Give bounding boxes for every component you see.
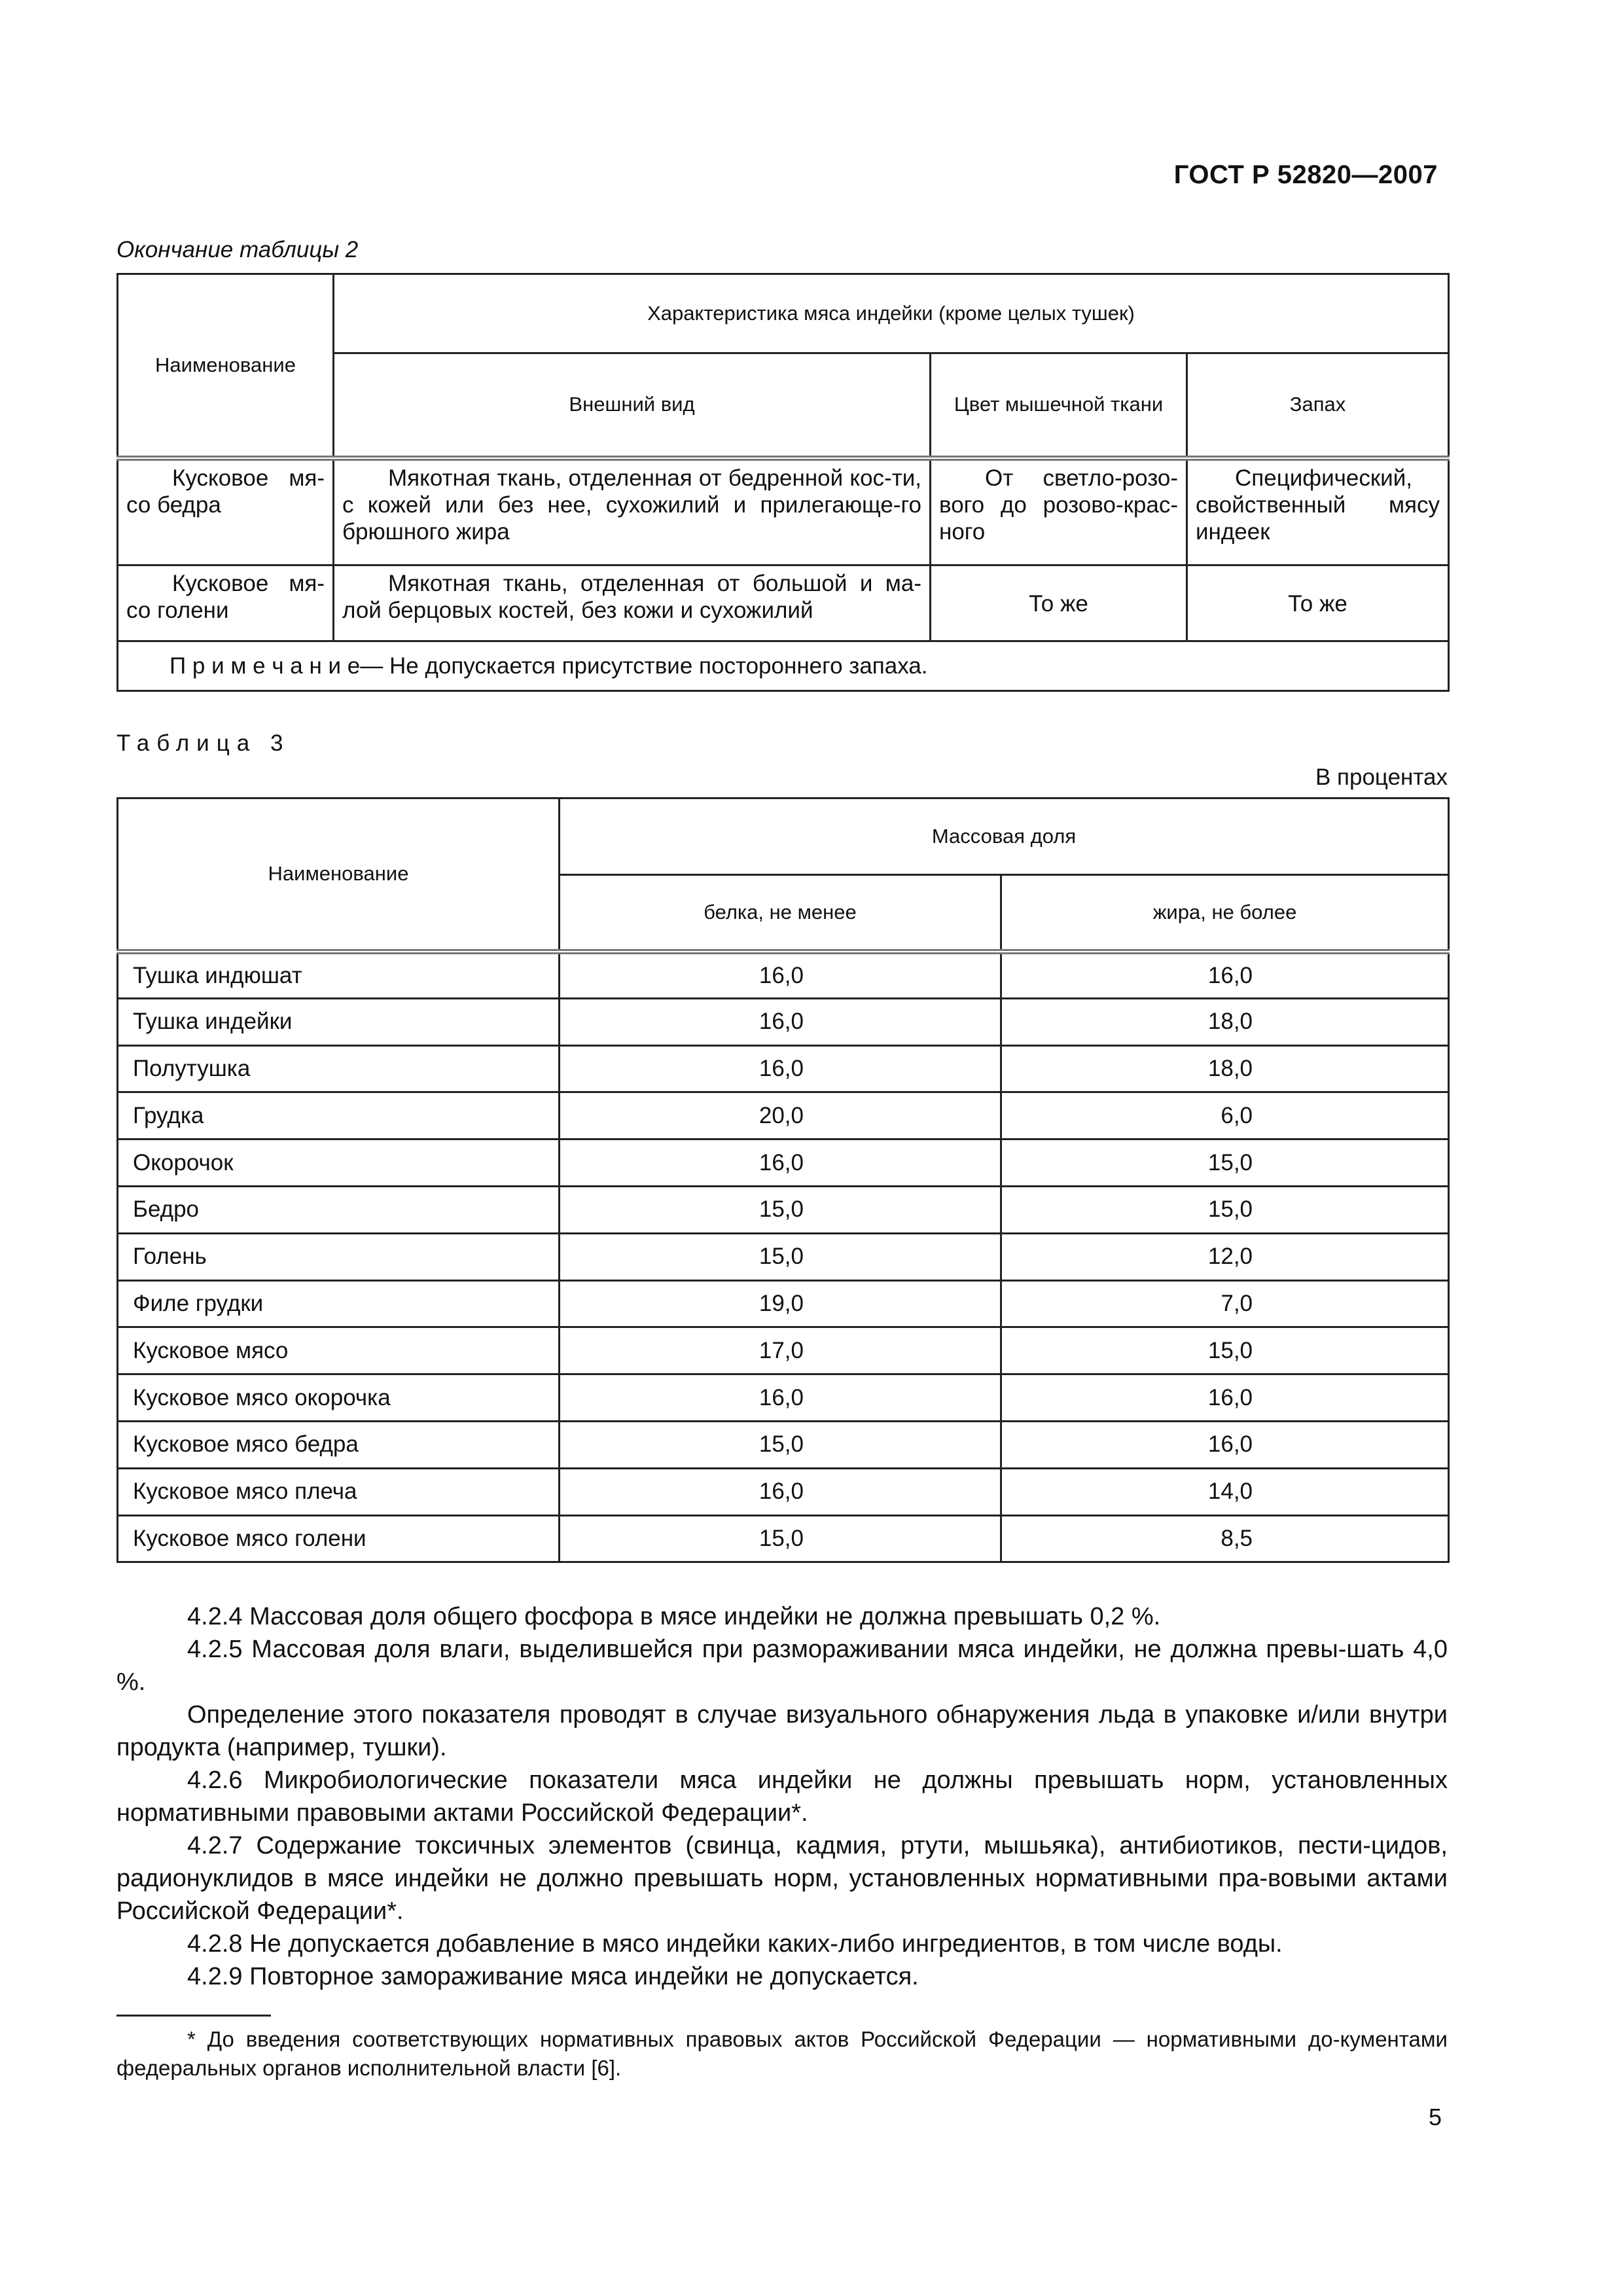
table2-header-group: Характеристика мяса индейки (кроме целых тушек) bbox=[334, 274, 1449, 353]
table3-caption: Таблица 3 bbox=[116, 730, 291, 756]
table3-header-group: Массовая доля bbox=[560, 798, 1449, 875]
table2-row bbox=[118, 565, 1449, 641]
table-row bbox=[118, 1468, 1449, 1515]
row-protein: 16,0 bbox=[560, 1045, 1001, 1092]
row-name: Окорочок bbox=[118, 1139, 560, 1187]
table-row bbox=[118, 952, 1449, 999]
row-fat: 16,0 bbox=[1001, 1374, 1449, 1422]
table-row bbox=[118, 998, 1449, 1045]
table-row bbox=[118, 1374, 1449, 1422]
footnote-separator bbox=[116, 2015, 271, 2017]
row-protein: 15,0 bbox=[560, 1421, 1001, 1468]
paragraph-4-2-4: 4.2.4 Массовая доля общего фосфора в мясе индейки не должна превышать 0,2 %. bbox=[187, 1603, 1161, 1630]
row-fat: 8,5 bbox=[1001, 1515, 1449, 1562]
body-text bbox=[116, 1600, 1448, 1993]
paragraph-4-2-6: 4.2.6 Микробиологические показатели мяса индейки не должны превышать норм, установленных нормативными правовыми актами Российской Федерации*. bbox=[116, 1767, 1448, 1827]
table3-header-protein: белка, не менее bbox=[560, 875, 1001, 952]
row-protein: 16,0 bbox=[560, 952, 1001, 999]
row-protein: 15,0 bbox=[560, 1233, 1001, 1280]
table-3 bbox=[116, 797, 1450, 1563]
row-name: Голень bbox=[118, 1233, 560, 1280]
row-fat: 16,0 bbox=[1001, 1421, 1449, 1468]
row-fat: 18,0 bbox=[1001, 998, 1449, 1045]
row-fat: 15,0 bbox=[1001, 1327, 1449, 1374]
row-name: Тушка индейки bbox=[118, 998, 560, 1045]
table3-unit: В процентах bbox=[1315, 764, 1448, 790]
row-fat: 18,0 bbox=[1001, 1045, 1449, 1092]
table3-header-name: Наименование bbox=[118, 798, 560, 952]
row-name: Кусковое мясо голени bbox=[118, 1515, 560, 1562]
table2-cell-name: Кусковое мя-со бедра bbox=[118, 458, 334, 565]
table2-cell-smell: Специфический, свойственный мясу индеек bbox=[1187, 458, 1449, 565]
table2-cell-name: Кусковое мя-со голени bbox=[118, 565, 334, 641]
table2-header-appearance: Внешний вид bbox=[334, 353, 931, 458]
row-protein: 15,0 bbox=[560, 1186, 1001, 1233]
row-protein: 16,0 bbox=[560, 1374, 1001, 1422]
row-name: Бедро bbox=[118, 1186, 560, 1233]
row-protein: 16,0 bbox=[560, 1468, 1001, 1515]
row-fat: 16,0 bbox=[1001, 952, 1449, 999]
table-row bbox=[118, 1045, 1449, 1092]
table-row bbox=[118, 1421, 1449, 1468]
row-protein: 16,0 bbox=[560, 1139, 1001, 1187]
row-fat: 15,0 bbox=[1001, 1139, 1449, 1187]
row-fat: 14,0 bbox=[1001, 1468, 1449, 1515]
footnote bbox=[116, 2025, 1448, 2083]
row-protein: 17,0 bbox=[560, 1327, 1001, 1374]
row-name: Грудка bbox=[118, 1092, 560, 1139]
row-protein: 20,0 bbox=[560, 1092, 1001, 1139]
table2-cell-color: То же bbox=[931, 565, 1187, 641]
table3-header-fat: жира, не более bbox=[1001, 875, 1449, 952]
row-name: Кусковое мясо окорочка bbox=[118, 1374, 560, 1422]
row-fat: 7,0 bbox=[1001, 1280, 1449, 1327]
table2-header-name: Наименование bbox=[118, 274, 334, 458]
paragraph-4-2-9: 4.2.9 Повторное замораживание мяса индейки не допускается. bbox=[187, 1963, 919, 1990]
table2-cell-smell: То же bbox=[1187, 565, 1449, 641]
table2-header-color: Цвет мышечной ткани bbox=[931, 353, 1187, 458]
table-row bbox=[118, 1327, 1449, 1374]
table2-cell-appearance: Мякотная ткань, отделенная от бедренной кос-ти, с кожей или без нее, сухожилий и прилегающе-го брюшного жира bbox=[334, 458, 931, 565]
table-row bbox=[118, 1139, 1449, 1187]
page-number: 5 bbox=[1428, 2104, 1442, 2130]
paragraph-4-2-5: 4.2.5 Массовая доля влаги, выделившейся при размораживании мяса индейки, не должна превы-шать 4,0 %. bbox=[116, 1636, 1448, 1696]
table-row bbox=[118, 1186, 1449, 1233]
table-row bbox=[118, 1515, 1449, 1562]
table2-caption: Окончание таблицы 2 bbox=[116, 237, 359, 262]
table2-row bbox=[118, 458, 1449, 565]
standard-designation: ГОСТ Р 52820—2007 bbox=[1173, 160, 1438, 189]
paragraph-4-2-8: 4.2.8 Не допускается добавление в мясо индейки каких-либо ингредиентов, в том числе воды. bbox=[187, 1930, 1283, 1958]
paragraph-4-2-5-detail: Определение этого показателя проводят в случае визуального обнаружения льда в упаковке и/или внутри продукта (например, тушки). bbox=[116, 1701, 1448, 1761]
table2-note: П р и м е ч а н и е— Не допускается присутствие постороннего запаха. bbox=[118, 641, 1449, 691]
table-2 bbox=[116, 273, 1450, 692]
row-name: Кусковое мясо бедра bbox=[118, 1421, 560, 1468]
row-name: Филе грудки bbox=[118, 1280, 560, 1327]
row-fat: 6,0 bbox=[1001, 1092, 1449, 1139]
table2-header-smell: Запах bbox=[1187, 353, 1449, 458]
table-row bbox=[118, 1233, 1449, 1280]
table2-cell-appearance: Мякотная ткань, отделенная от большой и ма-лой берцовых костей, без кожи и сухожилий bbox=[334, 565, 931, 641]
row-protein: 19,0 bbox=[560, 1280, 1001, 1327]
row-name: Кусковое мясо bbox=[118, 1327, 560, 1374]
paragraph-4-2-7: 4.2.7 Содержание токсичных элементов (свинца, кадмия, ртути, мышьяка), антибиотиков, пести-цидов, радионуклидов в мясе индейки не должно превышать норм, установленных нормативными пра-вовыми актами Российской Федерации*. bbox=[116, 1832, 1448, 1925]
table-row bbox=[118, 1092, 1449, 1139]
row-name: Тушка индюшат bbox=[118, 952, 560, 999]
table-row bbox=[118, 1280, 1449, 1327]
row-protein: 16,0 bbox=[560, 998, 1001, 1045]
table2-cell-color: От светло-розо-вого до розово-крас-ного bbox=[931, 458, 1187, 565]
row-fat: 15,0 bbox=[1001, 1186, 1449, 1233]
footnote-text: * До введения соответствующих нормативных правовых актов Российской Федерации — нормативными до-кументами федеральных органов исполнительной власти [6]. bbox=[116, 2027, 1448, 2080]
row-name: Кусковое мясо плеча bbox=[118, 1468, 560, 1515]
row-name: Полутушка bbox=[118, 1045, 560, 1092]
row-protein: 15,0 bbox=[560, 1515, 1001, 1562]
row-fat: 12,0 bbox=[1001, 1233, 1449, 1280]
